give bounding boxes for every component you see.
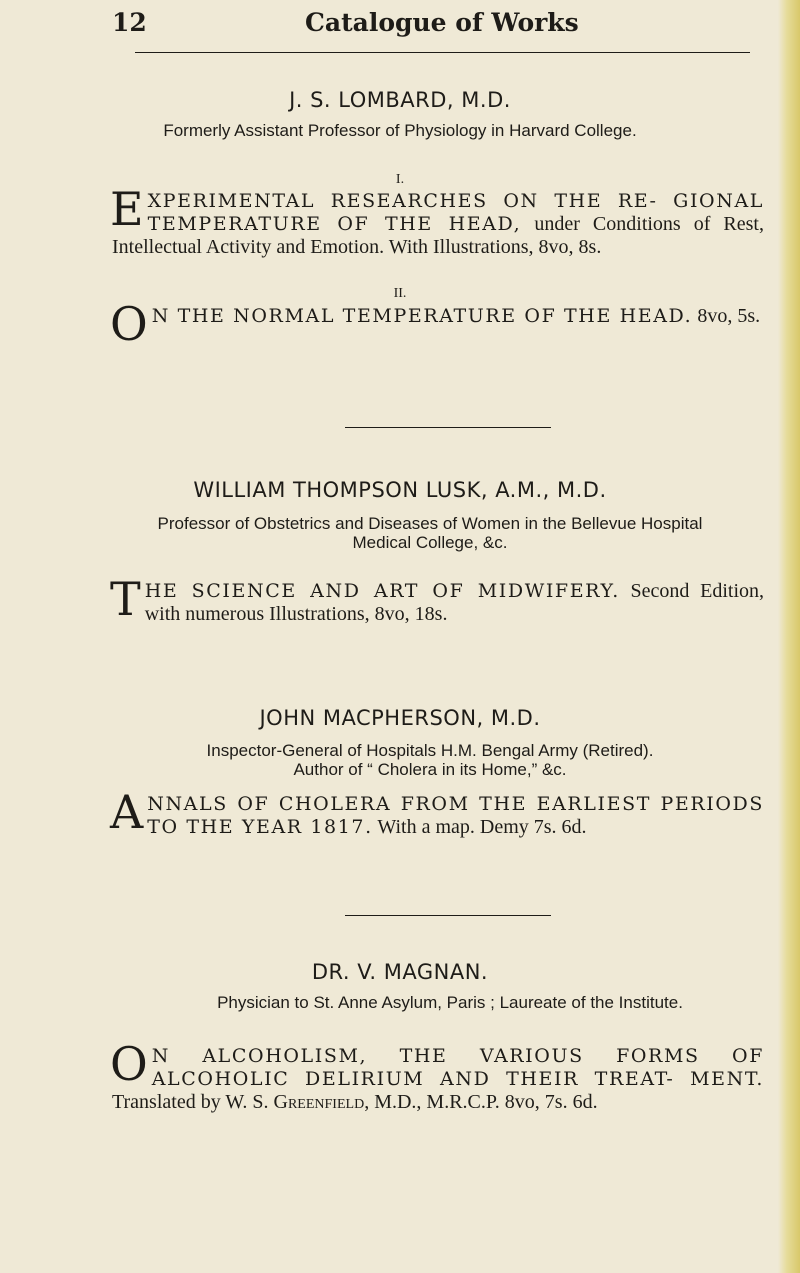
entry-title: XPERIMENTAL RESEARCHES ON THE RE- GIONAL TEMPERATURE OF THE HEAD, <box>147 190 764 235</box>
catalogue-entry <box>110 297 764 351</box>
entry-title: HE SCIENCE AND ART OF MIDWIFERY. <box>144 580 620 602</box>
entry-numeral: I. <box>395 172 405 187</box>
entry-numeral: II. <box>393 286 407 301</box>
entry-details: under Conditions of Rest, Intellectual Activity and Emotion. With Illustrations, 8vo, 8s. <box>112 213 764 258</box>
drop-initial: A <box>110 785 144 839</box>
affiliation-line: Author of “ Cholera in its Home,” &c. <box>293 760 567 779</box>
entry-details: 8vo, 5s. <box>692 305 761 327</box>
author-affiliation <box>150 741 710 779</box>
entry-details: With a map. Demy 7s. 6d. <box>372 816 587 838</box>
author-name: JOHN MACPHERSON, M.D. <box>259 706 541 730</box>
page-number: 12 <box>112 8 147 37</box>
running-title: Catalogue of Works <box>305 8 579 37</box>
catalogue-entry <box>110 1037 764 1114</box>
header-rule <box>135 52 750 53</box>
drop-initial: E <box>110 182 144 236</box>
author-affiliation <box>110 514 750 552</box>
entry-title: N THE NORMAL TEMPERATURE OF THE HEAD. <box>151 305 693 327</box>
affiliation-line: Professor of Obstetrics and Diseases of Women in the Bellevue Hospital <box>157 514 703 533</box>
drop-initial: O <box>110 1037 148 1091</box>
drop-initial: T <box>110 572 141 626</box>
author-name: J. S. LOMBARD, M.D. <box>289 88 511 112</box>
affiliation-line: Inspector-General of Hospitals H.M. Bengal Army (Retired). <box>206 741 654 760</box>
entry-details: , M.D., M.R.C.P. 8vo, 7s. 6d. <box>364 1091 598 1113</box>
affiliation-line: Medical College, &c. <box>352 533 508 552</box>
section-rule <box>345 915 551 916</box>
page-edge <box>778 0 800 1273</box>
entry-translator-prefix: Translated by W. S. <box>112 1091 274 1113</box>
catalogue-entry <box>110 182 764 259</box>
page-header <box>0 6 800 46</box>
author-name: DR. V. MAGNAN. <box>311 960 489 984</box>
author-affiliation: Formerly Assistant Professor of Physiology in Harvard College. <box>163 121 637 140</box>
entry-translator-name: Greenfield <box>273 1091 365 1113</box>
author-affiliation: Physician to St. Anne Asylum, Paris ; Laureate of the Institute. <box>217 993 683 1012</box>
catalogue-entry <box>110 572 765 626</box>
entry-details: Second Edition, with numerous Illustrations, 8vo, 18s. <box>144 580 765 625</box>
entry-title: N ALCOHOLISM, THE VARIOUS FORMS OF ALCOHOLIC DELIRIUM AND THEIR TREAT- MENT. <box>151 1045 764 1090</box>
entry-title: NNALS OF CHOLERA FROM THE EARLIEST PERIODS TO THE YEAR 1817. <box>147 793 764 838</box>
author-name: WILLIAM THOMPSON LUSK, A.M., M.D. <box>193 478 607 502</box>
section-rule <box>345 427 551 428</box>
drop-initial: O <box>110 297 148 351</box>
catalogue-entry <box>110 785 764 839</box>
